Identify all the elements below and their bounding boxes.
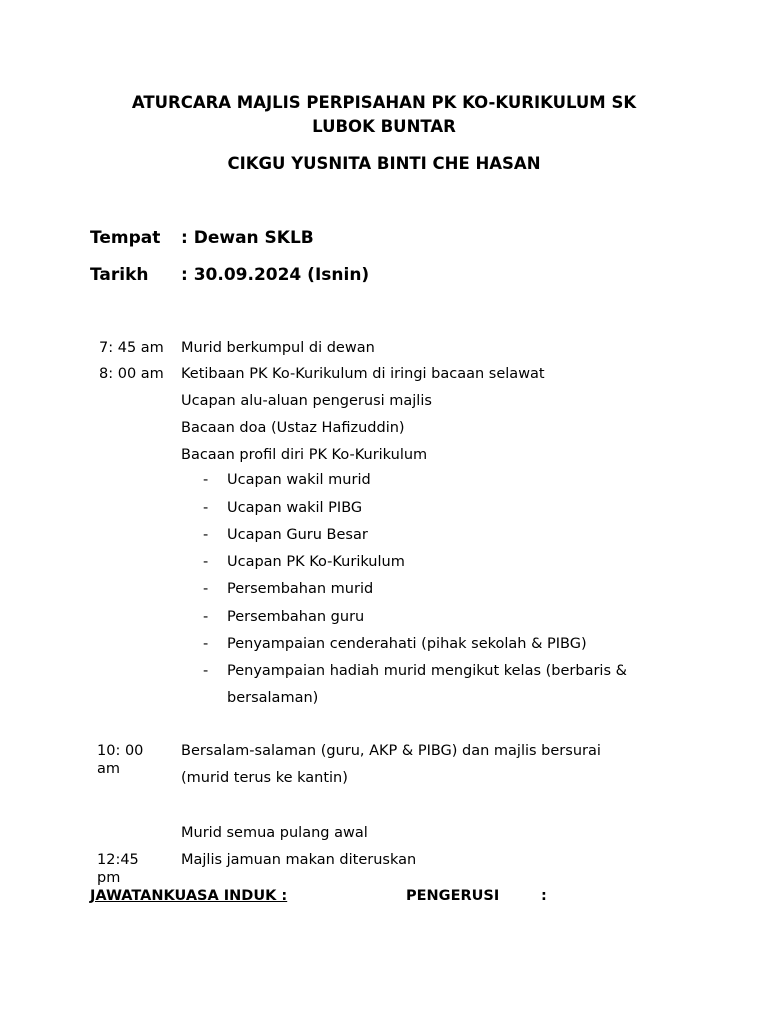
- item-1000-line2: (murid terus ke kantin): [181, 770, 348, 786]
- item-1245: Majlis jamuan makan diteruskan: [181, 852, 417, 868]
- time-1245-line2: pm: [97, 870, 121, 886]
- item-1000-line1: Bersalam-salaman (guru, AKP & PIBG) dan majlis bersurai: [181, 743, 601, 759]
- item-welcome: Ucapan alu-aluan pengerusi majlis: [181, 393, 432, 409]
- list-item: Ucapan wakil murid: [227, 472, 371, 488]
- time-1000-line1: 10: 00: [97, 743, 144, 759]
- time-1245-line1: 12:45: [97, 852, 139, 868]
- item-profile: Bacaan profil diri PK Ko-Kurikulum: [181, 447, 428, 463]
- list-bullet: -: [203, 554, 209, 570]
- document-title-line2: LUBOK BUNTAR: [312, 117, 456, 136]
- item-0745: Murid berkumpul di dewan: [181, 340, 375, 356]
- list-item: Ucapan wakil PIBG: [227, 500, 363, 516]
- list-item: Ucapan PK Ko-Kurikulum: [227, 554, 405, 570]
- venue-label: Tempat: [90, 228, 161, 248]
- list-bullet: -: [203, 500, 209, 516]
- chair-label: PENGERUSI: [406, 888, 500, 904]
- item-home: Murid semua pulang awal: [181, 825, 368, 841]
- list-item: Penyampaian cenderahati (pihak sekolah & PIBG): [227, 636, 587, 652]
- list-bullet: -: [203, 636, 209, 652]
- list-bullet: -: [203, 527, 209, 543]
- date-value: : 30.09.2024 (Isnin): [181, 265, 370, 285]
- time-0745: 7: 45 am: [99, 340, 164, 356]
- date-label: Tarikh: [90, 265, 149, 285]
- list-bullet: -: [203, 609, 209, 625]
- chair-colon: :: [541, 888, 547, 904]
- list-bullet: -: [203, 581, 209, 597]
- list-item: Persembahan murid: [227, 581, 374, 597]
- document-subtitle: CIKGU YUSNITA BINTI CHE HASAN: [227, 154, 541, 173]
- list-item: Persembahan guru: [227, 609, 365, 625]
- list-bullet: -: [203, 472, 209, 488]
- time-1000-line2: am: [97, 761, 121, 777]
- committee-label: JAWATANKUASA INDUK :: [90, 888, 288, 904]
- venue-value: : Dewan SKLB: [181, 228, 314, 248]
- list-item: Ucapan Guru Besar: [227, 527, 368, 543]
- list-item: Penyampaian hadiah murid mengikut kelas (berbaris &: [227, 663, 627, 679]
- time-0800: 8: 00 am: [99, 366, 164, 382]
- item-arrival: Ketibaan PK Ko-Kurikulum di iringi bacaan selawat: [181, 366, 545, 382]
- list-bullet: -: [203, 663, 209, 679]
- document-title-line1: ATURCARA MAJLIS PERPISAHAN PK KO-KURIKULUM SK: [131, 93, 637, 112]
- item-doa: Bacaan doa (Ustaz Hafizuddin): [181, 420, 405, 436]
- list-item-continuation: bersalaman): [227, 690, 319, 706]
